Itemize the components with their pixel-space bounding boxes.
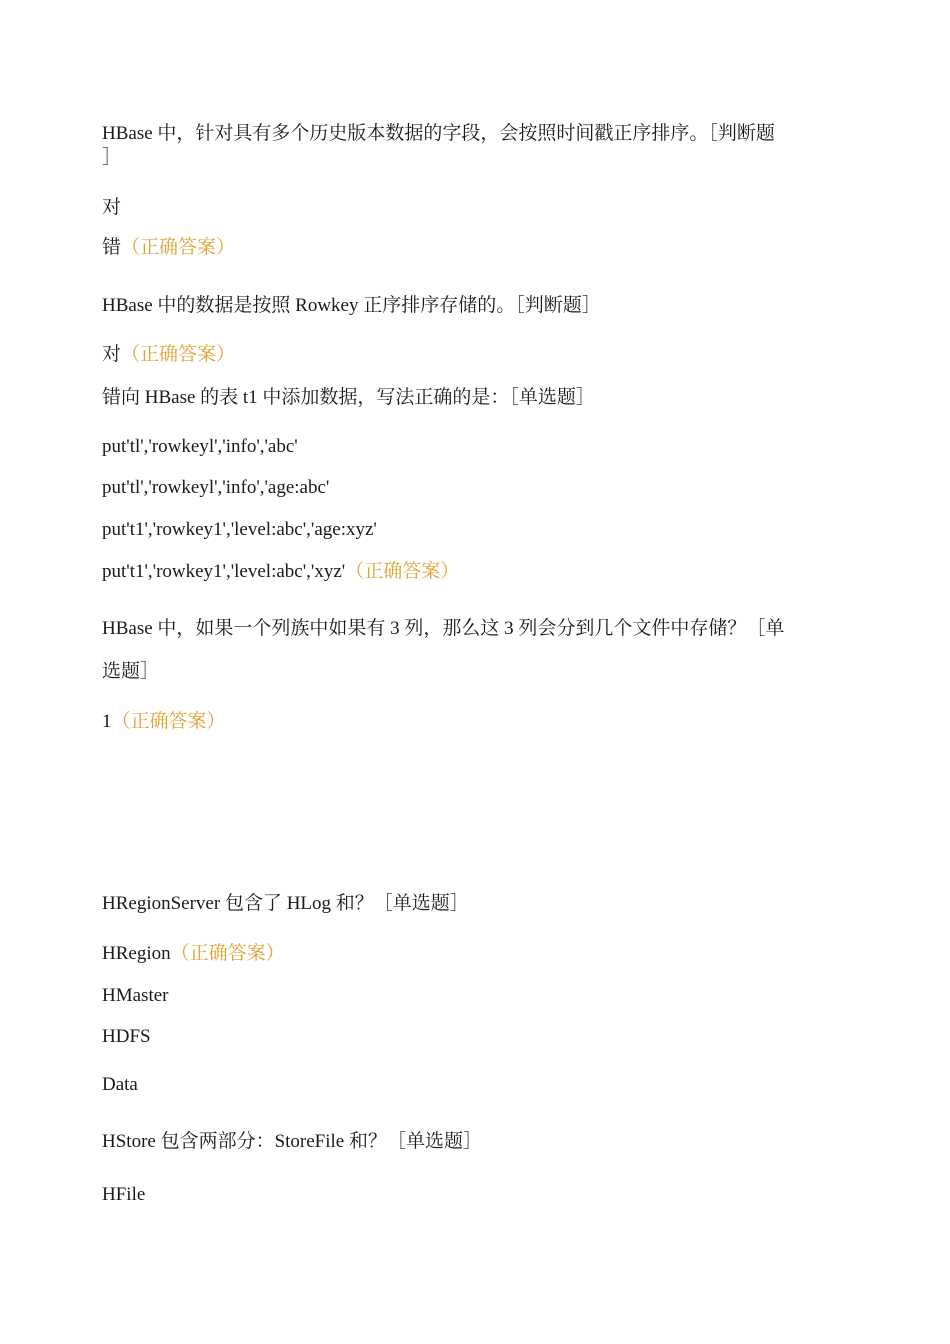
option-text: 错 [102, 237, 122, 258]
question-1-option-1: 对 [102, 197, 122, 218]
question-4-text-cont: 选题］ [102, 661, 160, 682]
correct-answer-mark: （正确答案） [170, 943, 285, 964]
question-4-text: HBase 中，如果一个列族中如果有 3 列，那么这 3 列会分到几个文件中存储？［单 [102, 618, 785, 639]
question-6-option-1: HFile [102, 1184, 146, 1205]
question-1-text: HBase 中，针对具有多个历史版本数据的字段，会按照时间戳正序排序。［判断题 [102, 123, 775, 144]
question-2-option-1 [102, 339, 832, 371]
question-1-option-2 [102, 232, 832, 264]
option-text: 对 [102, 344, 122, 365]
question-6-text: HStore 包含两部分：StoreFile 和？［单选题］ [102, 1131, 482, 1152]
option-text: HRegion [102, 943, 171, 964]
question-5-option-3: HDFS [102, 1026, 151, 1047]
question-1-text-cont: ］ [102, 147, 122, 168]
correct-answer-mark: （正确答案） [121, 237, 236, 258]
question-3-option-3: put't1','rowkey1','level:abc','age:xyz' [102, 519, 377, 540]
correct-answer-mark: （正确答案） [111, 711, 226, 732]
question-5-option-4: Data [102, 1074, 138, 1095]
correct-answer-mark: （正确答案） [345, 561, 460, 582]
question-3-option-2: put'tl','rowkeyl','info','age:abc' [102, 477, 330, 498]
question-3-option-4 [102, 556, 832, 588]
question-3-option-1: put'tl','rowkeyl','info','abc' [102, 436, 298, 457]
question-5-option-2: HMaster [102, 985, 169, 1006]
question-5-text: HRegionServer 包含了 HLog 和？［单选题］ [102, 893, 469, 914]
option-text: put't1','rowkey1','level:abc','xyz' [102, 561, 346, 582]
option-text: 1 [102, 711, 112, 732]
correct-answer-mark: （正确答案） [121, 344, 236, 365]
question-3-text: 错向 HBase 的表 t1 中添加数据，写法正确的是：［单选题］ [102, 387, 595, 408]
question-2-text: HBase 中的数据是按照 Rowkey 正序排序存储的。［判断题］ [102, 295, 601, 316]
question-5-option-1 [102, 938, 832, 970]
question-4-option-1 [102, 706, 832, 738]
